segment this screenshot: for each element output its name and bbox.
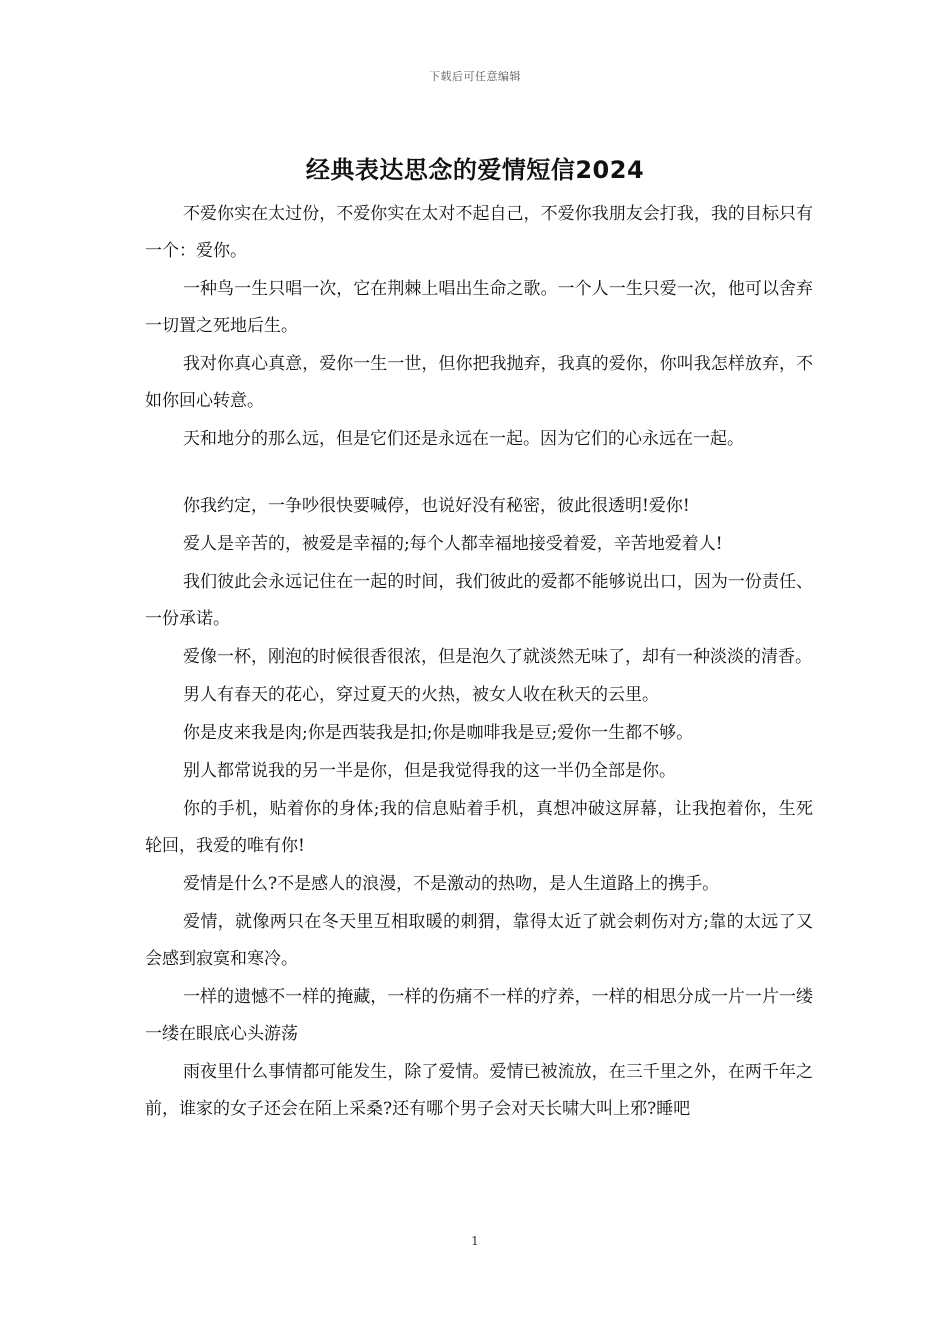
paragraph-spacer [145, 459, 813, 488]
paragraph: 我对你真心真意，爱你一生一世，但你把我抛弃，我真的爱你，你叫我怎样放弃，不如你回心转意。 [145, 354, 813, 411]
page-header-note: 下载后可任意编辑 [429, 70, 521, 83]
document-title: 经典表达思念的爱情短信2024 [305, 156, 645, 184]
paragraph: 别人都常说我的另一半是你，但是我觉得我的这一半仍全部是你。 [183, 761, 676, 781]
paragraph: 男人有春天的花心，穿过夏天的火热，被女人收在秋天的云里。 [183, 685, 659, 705]
paragraph: 雨夜里什么事情都可能发生，除了爱情。爱情已被流放，在三千里之外，在两千年之前，谁家的女子还会在陌上采桑?还有哪个男子会对天长啸大叫上邪?睡吧 [145, 1062, 813, 1119]
paragraph: 你的手机，贴着你的身体;我的信息贴着手机，真想冲破这屏幕，让我抱着你，生死轮回，我爱的唯有你! [145, 799, 813, 856]
paragraph: 爱像一杯，刚泡的时候很香很浓，但是泡久了就淡然无味了，却有一种淡淡的清香。 [183, 647, 812, 667]
paragraph: 爱人是辛苦的，被爱是幸福的;每个人都幸福地接受着爱，辛苦地爱着人! [183, 534, 723, 554]
paragraph: 你是皮来我是肉;你是西装我是扣;你是咖啡我是豆;爱你一生都不够。 [183, 723, 694, 743]
paragraph: 一样的遗憾不一样的掩藏，一样的伤痛不一样的疗养，一样的相思分成一片一片一缕一缕在眼底心头游荡 [145, 987, 813, 1044]
paragraph: 我们彼此会永远记住在一起的时间，我们彼此的爱都不能够说出口，因为一份责任、一份承诺。 [145, 572, 813, 629]
paragraph: 爱情是什么?不是感人的浪漫，不是激动的热吻，是人生道路上的携手。 [183, 874, 720, 894]
document-body [145, 196, 813, 1129]
paragraph: 天和地分的那么远，但是它们还是永远在一起。因为它们的心永远在一起。 [183, 429, 744, 449]
paragraph: 不爱你实在太过份，不爱你实在太对不起自己，不爱你我朋友会打我，我的目标只有一个：爱你。 [145, 204, 813, 261]
page-number: 1 [471, 1234, 479, 1248]
paragraph: 一种鸟一生只唱一次，它在荆棘上唱出生命之歌。一个人一生只爱一次，他可以舍弃一切置之死地后生。 [145, 279, 813, 336]
paragraph: 爱情，就像两只在冬天里互相取暖的刺猬，靠得太近了就会刺伤对方;靠的太远了又会感到寂寞和寒冷。 [145, 912, 813, 969]
paragraph: 你我约定，一争吵很快要喊停，也说好没有秘密，彼此很透明!爱你! [183, 496, 690, 516]
